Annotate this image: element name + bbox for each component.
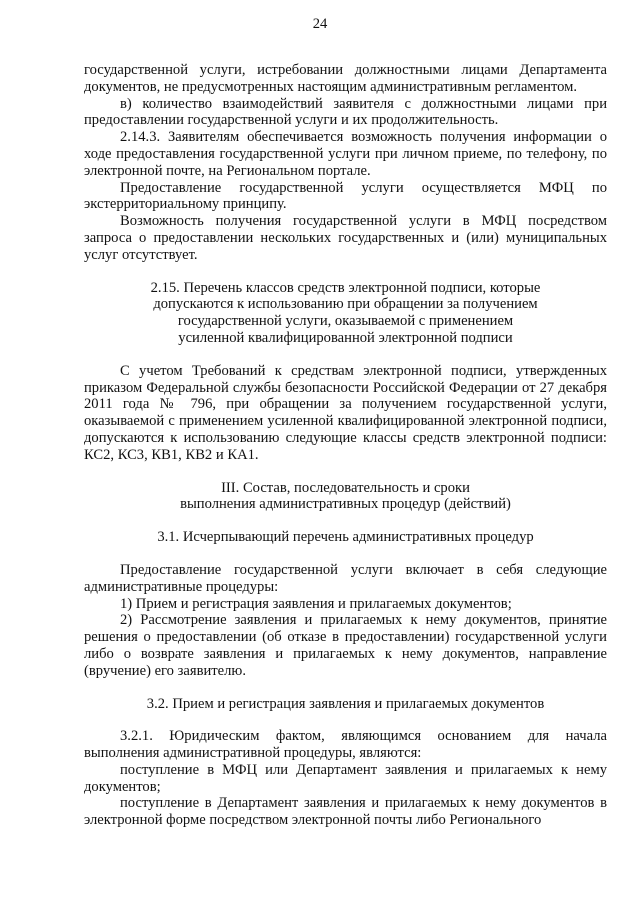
paragraph: 2.14.3. Заявителям обеспечивается возможность получения информации о ходе предоставления государственной услуги при личном приеме, по телефону, по электронной почте, на Региональном портале. [84, 129, 607, 179]
paragraph: государственной услуги, истребовании должностными лицами Департамента документов, не предусмотренных настоящим административным регламентом. [84, 62, 607, 95]
paragraph: поступление в МФЦ или Департамент заявления и прилагаемых к нему документов; [84, 761, 607, 795]
paragraph: Возможность получения государственной услуги в МФЦ посредством запроса о предоставлении нескольких государственных и (или) муниципальных услуг отсутствует. [84, 213, 607, 263]
paragraph: поступление в Департамент заявления и прилагаемых к нему документов в электронной форме посредством электронной почты либо Регионального [84, 795, 607, 829]
spacer [84, 464, 607, 480]
heading-line: 2.15. Перечень классов средств электронной подписи, которые [150, 279, 541, 296]
paragraph: С учетом Требований к средствам электронной подписи, утвержденных приказом Федеральной службы безопасности Российской Федерации от 27 декабря 2011 года № 796, при обращении за получением государственной услуги, оказываемой с применением усиленной квалифицированной электронной подписи, допускаются к использованию следующие классы средств электронной подписи: КС2, КС3, КВ1, КВ2 и КА1. [84, 362, 607, 463]
spacer [84, 264, 607, 280]
section-heading-iii [84, 480, 607, 514]
page-content [84, 62, 607, 829]
spacer [84, 347, 607, 363]
heading-line: усиленной квалифицированной электронной подписи [178, 329, 513, 346]
heading-line: 3.2. Прием и регистрация заявления и прилагаемых документов [146, 695, 545, 712]
paragraph: Предоставление государственной услуги осуществляется МФЦ по экстерриториальному принципу. [84, 179, 607, 213]
heading-line: 3.1. Исчерпывающий перечень административных процедур [157, 529, 534, 546]
list-item: 1) Прием и регистрация заявления и прилагаемых документов; [120, 595, 512, 612]
paragraph: в) количество взаимодействий заявителя с должностными лицами при предоставлении государственной услуги и их продолжительность. [84, 95, 607, 129]
paragraph: Предоставление государственной услуги включает в себя следующие административные процедуры: [84, 561, 607, 595]
paragraph: 3.2.1. Юридическим фактом, являющимся основанием для начала выполнения административной процедуры, являются: [84, 728, 607, 762]
spacer [84, 513, 607, 529]
heading-line: допускаются к использованию при обращении за получением [153, 296, 538, 313]
section-heading-3-2 [84, 696, 607, 713]
list-item: 2) Рассмотрение заявления и прилагаемых к нему документов, принятие решения о предоставлении (об отказе в предоставлении) государственной услуги либо о возврате заявления и прилагаемых к нему документов, направление (вручение) его заявителю. [84, 612, 607, 679]
page-number: 24 [312, 16, 328, 32]
spacer [84, 680, 607, 696]
section-heading-3-1 [84, 529, 607, 546]
heading-line: государственной услуги, оказываемой с применением [177, 313, 514, 330]
heading-line: III. Состав, последовательность и сроки [221, 479, 470, 496]
section-heading-2-15 [84, 280, 607, 347]
spacer [84, 712, 607, 728]
spacer [84, 546, 607, 562]
heading-line: выполнения административных процедур (действий) [180, 496, 511, 513]
